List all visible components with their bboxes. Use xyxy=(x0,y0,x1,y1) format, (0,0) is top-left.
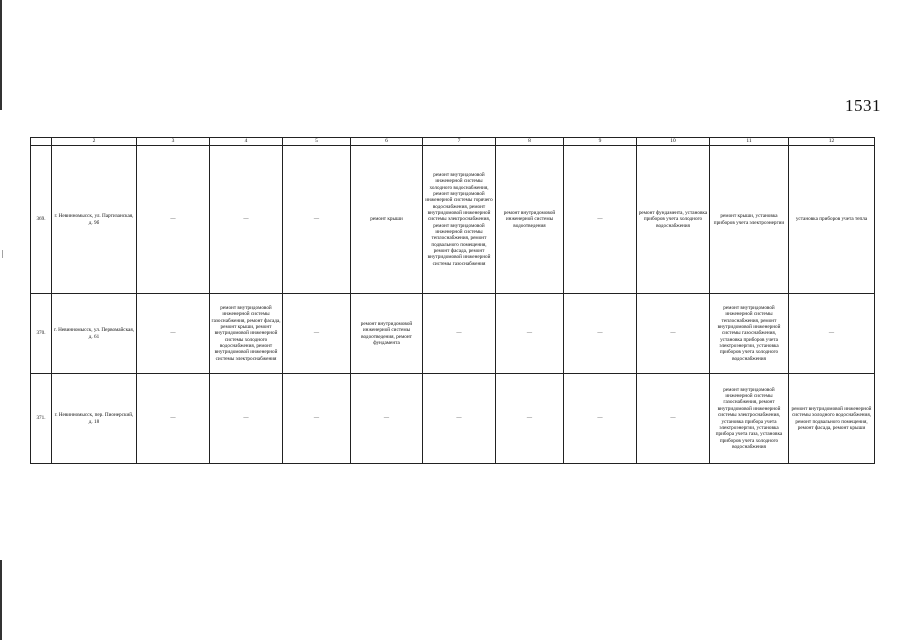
document-table xyxy=(30,137,875,464)
cell-col4: ремонт внутридомовой инженерной системы газоснабжения, ремонт фасада, ремонт крыши, ремонт внутридомовой инженерной системы холодного водоснабжения, ремонт внутридомовой инженерной системы электроснабжения xyxy=(210,294,283,374)
page-number: 1531 xyxy=(845,96,881,115)
row-number: 371. xyxy=(31,374,52,464)
cell-col11: ремонт крыши, установка приборов учета электроэнергии xyxy=(710,146,789,294)
cell-col6: ремонт крыши xyxy=(351,146,423,294)
row-number: 370. xyxy=(31,294,52,374)
left-edge-line-bottom xyxy=(0,560,2,640)
cell-col10: ремонт фундамента, установка приборов учета холодного водоснабжения xyxy=(637,146,710,294)
header-cell: 9 xyxy=(564,138,637,146)
address-cell: г. Невинномысск, ул. Партизанская, д. 9б xyxy=(52,146,137,294)
cell-col10: — xyxy=(637,374,710,464)
cell-col12: установка приборов учета тепла xyxy=(789,146,875,294)
address-cell: г. Невинномысск, ул. Первомайская, д. 61 xyxy=(52,294,137,374)
cell-col8: — xyxy=(496,374,564,464)
header-cell: 2 xyxy=(52,138,137,146)
header-row xyxy=(31,138,875,146)
left-edge-line-top xyxy=(0,0,2,110)
header-cell: 11 xyxy=(710,138,789,146)
cell-col9: — xyxy=(564,294,637,374)
cell-col3: — xyxy=(137,294,210,374)
cell-col6: — xyxy=(351,374,423,464)
cell-col9: — xyxy=(564,146,637,294)
cell-col12: ремонт внутридомовой инженерной системы холодного водоснабжения, ремонт подвального помещения, ремонт фасада, ремонт крыши xyxy=(789,374,875,464)
header-cell: 12 xyxy=(789,138,875,146)
header-cell: 6 xyxy=(351,138,423,146)
cell-col7: — xyxy=(423,294,496,374)
header-cell: 7 xyxy=(423,138,496,146)
table-row xyxy=(31,146,875,294)
header-cell xyxy=(31,138,52,146)
margin-mark: | xyxy=(2,249,4,258)
header-cell: 5 xyxy=(283,138,351,146)
cell-col4: — xyxy=(210,374,283,464)
header-cell: 4 xyxy=(210,138,283,146)
cell-col8: — xyxy=(496,294,564,374)
cell-col7: ремонт внутридомовой инженерной системы холодного водоснабжения, ремонт внутридомовой инженерной системы горячего водоснабжения, ремонт внутридомовой инженерной системы электроснабжения, ремонт внутридомовой инженерной системы теплоснабжения, ремонт подвального помещения, ремонт фасада, ремонт внутридомовой инженерной системы газоснабжения xyxy=(423,146,496,294)
cell-col5: — xyxy=(283,374,351,464)
cell-col10: — xyxy=(637,294,710,374)
header-cell: 8 xyxy=(496,138,564,146)
cell-col3: — xyxy=(137,146,210,294)
cell-col9: — xyxy=(564,374,637,464)
cell-col5: — xyxy=(283,146,351,294)
header-cell: 10 xyxy=(637,138,710,146)
header-cell: 3 xyxy=(137,138,210,146)
row-number: 369. xyxy=(31,146,52,294)
cell-col6: ремонт внутридомовой инженерной системы водоотведения, ремонт фундамента xyxy=(351,294,423,374)
cell-col5: — xyxy=(283,294,351,374)
cell-col11: ремонт внутридомовой инженерной системы газоснабжения, ремонт внутридомовой инженерной системы электроснабжения, установка прибора учета электроэнергии, установка прибора учета газа, установка приборов учета холодного водоснабжения xyxy=(710,374,789,464)
cell-col11: ремонт внутридомовой инженерной системы теплоснабжения, ремонт внутридомовой инженерной системы газоснабжения, установка приборов учета электроэнергии, установка приборов учета холодного водоснабжения xyxy=(710,294,789,374)
cell-col12: — xyxy=(789,294,875,374)
cell-col7: — xyxy=(423,374,496,464)
table-row xyxy=(31,374,875,464)
cell-col8: ремонт внутридомовой инженерной системы водоотведения xyxy=(496,146,564,294)
cell-col4: — xyxy=(210,146,283,294)
cell-col3: — xyxy=(137,374,210,464)
table-row xyxy=(31,294,875,374)
address-cell: г. Невинномысск, пер. Пионерский, д. 18 xyxy=(52,374,137,464)
